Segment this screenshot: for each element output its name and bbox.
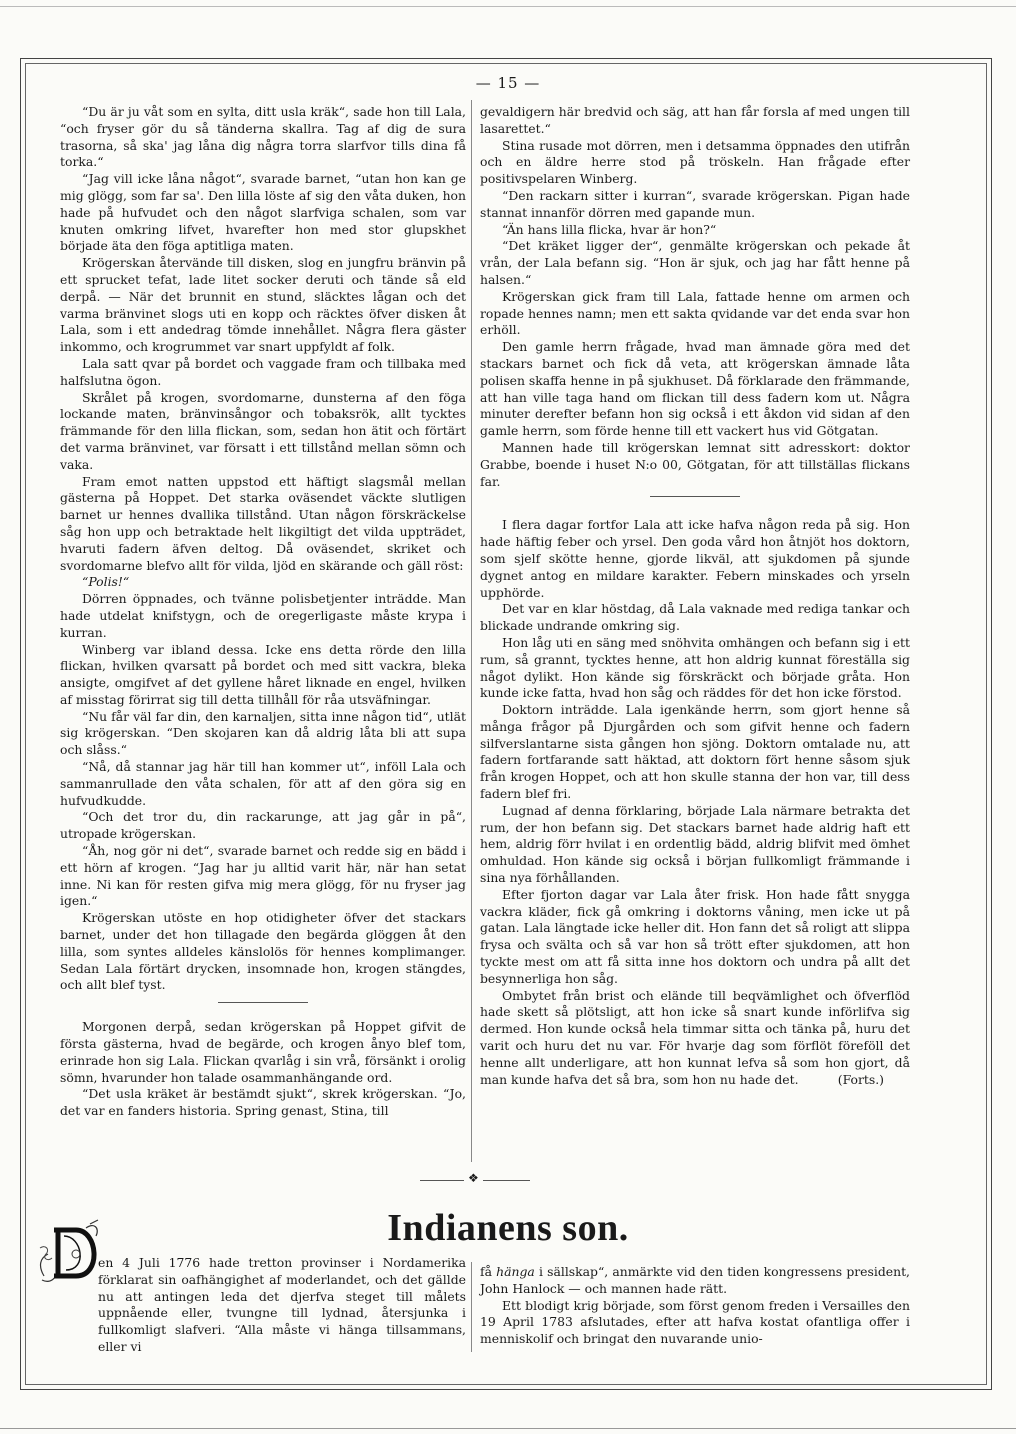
paragraph: Dörren öppnades, och tvänne polisbetjenter inträdde. Man hade utdelat knifstygn, och de oregerligaste måste krypa i kurran. — [60, 591, 466, 640]
paragraph: Lugnad af denna förklaring, började Lala närmare betrakta det rum, der hon befann sig. Det stackars barnet hade aldrig haft ett hem, aldrig förr hvilat i en ordentlig bädd, aldrig blifvit med ömhet omhuldad. Hon kände sig också i början fullkomligt främmande i sina nya förhållanden. — [480, 802, 910, 886]
paragraph: gevaldigern här bredvid och säg, att han får forsla af med ungen till lasarettet.“ — [480, 104, 910, 136]
paragraph: “Nu får väl far din, den karnaljen, sitta inne någon tid“, utlät sig krögerskan. “Den skojaren kan då aldrig låta bli att supa och slåss.“ — [60, 708, 466, 758]
paragraph: Hon låg uti en säng med snöhvita omhängen och befann sig i ett rum, så grannt, tycktes henne, att hon aldrig kunnat föreställa sig något dylikt. Hon kände sig förskräckt och började gråta. Hon kunde icke fatta, hvad hon såg och räddes för det hon icke förstod. — [480, 634, 910, 701]
paragraph: Efter fjorton dagar var Lala åter frisk. Hon hade fått snygga vackra kläder, fick gå omkring i doktorns våning, men icke ut på gatan. Lala längtade icke heller dit. Hon fann det så roligt att slippa frysa och svälta och så var hon så trött efter sjukdomen, att hon tyckte mest om att få sitta inne hos doktorn och undra på allt det besynnerliga hon såg. — [480, 886, 910, 986]
paragraph: “Jag vill icke låna något“, svarade barnet, “utan hon kan ge mig glögg, som far sa'. Den lilla löste af sig den våta duken, hon hade på hufvudet och den något slarfviga schalen, som var knuten omkring lifvet, hvarefter hon med stor glupskhet började äta den föga aptitliga maten. — [60, 171, 466, 254]
paragraph: “Den rackarn sitter i kurran“, svarade krögerskan. Pigan hade stannat innanför dörren med gapande mun. — [480, 187, 910, 220]
intro-paragraph: en 4 Juli 1776 hade tretton provinser i Nordamerika förklarat sin oafhängighet af moderlandet, och det gällde nu att antingen leda det djerfva steget till målets uppnående eller, tvungne till lydnad, återsjunka i fullkomligt slafveri. “Alla måste vi hänga tillsammans, eller vi — [98, 1255, 466, 1354]
column-divider-intro — [471, 1262, 472, 1352]
section-separator — [650, 496, 740, 497]
left-column — [60, 104, 466, 1120]
paragraph-exclamation: “Polis!“ — [82, 574, 130, 590]
paragraph: I flera dagar fortfor Lala att icke hafva någon reda på sig. Hon hade häftig feber och yrsel. Den goda vård hon åtnjöt hos doktorn, som sjelf skötte henne, gjorde likväl, att sjukdomen på sjunde dygnet antog en mildare karakter. Febern minskades och yrseln upphörde. — [480, 517, 910, 600]
intro-italic-word: hänga — [496, 1264, 535, 1279]
paragraph: Krögerskan utöste en hop otidigheter öfver det stackars barnet, under det hon tillagade den begärda glöggen åt den lilla, som syntes alldeles känslolös för hennes komplimanger. Sedan Lala förtärt drycken, insomnade hon, krogen stängdes, och allt blef tyst. — [60, 910, 466, 993]
paragraph: Winberg var ibland dessa. Icke ens detta rörde den lilla flickan, hvilken qvarsatt på bordet och med sitt vackra, bleka ansigte, omgifvet af det gyllene håret liknade en engel, hvilken af misstag förirrat sig till detta tillhåll för råa utsväfningar. — [60, 641, 466, 707]
paragraph: Stina rusade mot dörren, men i detsamma öppnades den utifrån och en äldre herre stod på tröskeln. Han frågade efter positivspelaren Winberg. — [480, 137, 910, 187]
paragraph: Morgonen derpå, sedan krögerskan på Hoppet gifvit de första gästerna, hvad de begärde, och krogen ånyo blef tom, erinrade hon sig Lala. Flickan qvarlåg i sin vrå, försänkt i orolig sömn, hvarunder hon talade osammanhängande ord. — [60, 1019, 466, 1085]
paragraph: “Det usla kräket är bestämdt sjukt“, skrek krögerskan. “Jo, det var en fanders historia. Spring genast, Stina, till — [60, 1086, 466, 1119]
paragraph: “Och det tror du, din rackarunge, att jag går in på“, utropade krögerskan. — [60, 809, 466, 842]
intro-left-column — [62, 1255, 466, 1356]
paragraph: Fram emot natten uppstod ett häftigt slagsmål mellan gästerna på Hoppet. Det starka oväsendet väckte slutligen barnet ur hennes dvallika tillstånd. Utan någon förskräckelse såg hon upp och betraktade helt likgiltigt det vilda uppträdet, hvaruti fadern äfven deltog. Då oväsendet, skriket och svordomarne blefvo allt för vilda, ljöd en skärande och gäll röst: — [60, 473, 466, 573]
paragraph: Skrålet på krogen, svordomarne, dunsterna af den föga lockande maten, bränvinsångor och tobaksrök, allt tycktes främmande för den lilla flickan, som, sedan hon ätit och förtärt det varma bränvinet, var försatt i ett tillstånd mellan sömn och vaka. — [60, 389, 466, 472]
paragraph-last — [480, 988, 910, 1089]
column-divider — [471, 100, 472, 1162]
ornamental-divider — [420, 1180, 530, 1181]
paragraph: “Nå, då stannar jag här till han kommer ut“, inföll Lala och sammanrullade den våta schalen, för att af den göra sig en hufvudkudde. — [60, 759, 466, 808]
intro-paragraph — [480, 1264, 910, 1298]
article-title: Indianens son. — [387, 1207, 629, 1249]
paragraph: Den gamle herrn frågade, hvad man ämnade göra med det stackars barnet och fick då veta, att krögerskan ämnade låta polisen skaffa henne in på sjukhuset. Då förklarade den främmande, att han ville taga hand om flickan till dess fadern kom ut. Några minuter derefter befann hon sig också i ett åkdon vid sidan af den gamle herrn, som förde henne till ett vackert hus vid Götgatan. — [480, 339, 910, 439]
continued-marker: (Forts.) — [837, 1071, 884, 1087]
paragraph-text: Ombytet från brist och elände till beqvämlighet och öfverflöd hade skett så plötsligt, att hon icke så snart kunde införlifva sig dermed. Hon kunde också hela timmar sitta och tänka på, huru det varit och huru det nu var. För hvarje dag som förflöt föreföll det henne allt underligare, att hon kunnat lefva så som hon gjort, då man kunde hafva det så bra, som hon nu hade det. — [480, 987, 910, 1087]
bottom-edge-line — [0, 1428, 1016, 1429]
intro-right-column — [480, 1264, 910, 1348]
intro-text: få — [480, 1264, 497, 1279]
paragraph: “Du är ju våt som en sylta, ditt usla kräk“, sade hon till Lala, “och fryser gör du så tänderna skallra. Tag af dig de sura trasorna, så ska' jag låna dig några torra slarfvor tills dina få torka.“ — [60, 104, 466, 170]
paragraph: Det var en klar höstdag, då Lala vaknade med rediga tankar och blickade undrande omkring sig. — [480, 601, 910, 634]
paragraph: Doktorn inträdde. Lala igenkände herrn, som gjort henne så många frågor på Djurgården och som gifvit henne och fadern silfverslantarne sista gången hon sjöng. Doktorn omtalade nu, att fadern fortfarande satt häktad, att doktorn fört henne såsom sjuk från krogen Hoppet, och att hon skulle stanna der hon var, till dess fadern blef fri. — [480, 702, 910, 802]
paragraph: “Än hans lilla flicka, hvar är hon?“ — [502, 221, 717, 237]
paragraph: “Det kräket ligger der“, genmälte krögerskan och pekade åt vrån, der Lala befann sig. “Hon är sjuk, och jag har fått henne på halsen.“ — [480, 238, 910, 287]
intro-paragraph: Ett blodigt krig började, som först genom freden i Versailles den 19 April 1783 afslutades, efter att hafva kostat ofantliga offer i menniskolif och bringat den nuvarande unio- — [480, 1297, 910, 1347]
intro-text: i sällskap“, anmärkte vid den tiden kongressens president, John Hanlock — och mannen hade rätt. — [480, 1264, 910, 1296]
top-edge-line — [0, 6, 1016, 7]
paragraph: Mannen hade till krögerskan lemnat sitt adresskort: doktor Grabbe, boende i huset N:o 00, Götgatan, för att tillställas flickans far. — [480, 439, 910, 489]
paragraph: “Åh, nog gör ni det“, svarade barnet och redde sig en bädd i ett hörn af krogen. “Jag har ju alltid varit här, när han setat inne. Ni kan för resten gifva mig mera glögg, för nu fryser jag igen.“ — [60, 843, 466, 909]
section-separator — [218, 1002, 308, 1003]
paragraph: Krögerskan gick fram till Lala, fattade henne om armen och ropade hennes namn; men ett sakta qvidande var det enda svar hon erhöll. — [480, 288, 910, 338]
right-column — [480, 104, 910, 1088]
paragraph: Krögerskan återvände till disken, slog en jungfru bränvin på ett sprucket tefat, lade litet socker deruti och tände så eld derpå. — När det brunnit en stund, släcktes lågan och det varma bränvinet slogs uti en kopp och räcktes öfver disken åt Lala, som i ett andedrag tömde innehållet. Några flera gäster inkommo, och krogrummet var snart uppfyldt af folk. — [60, 255, 466, 355]
page-number: — 15 — — [475, 74, 541, 92]
paragraph: Lala satt qvar på bordet och vaggade fram och tillbaka med halfslutna ögon. — [60, 355, 466, 388]
